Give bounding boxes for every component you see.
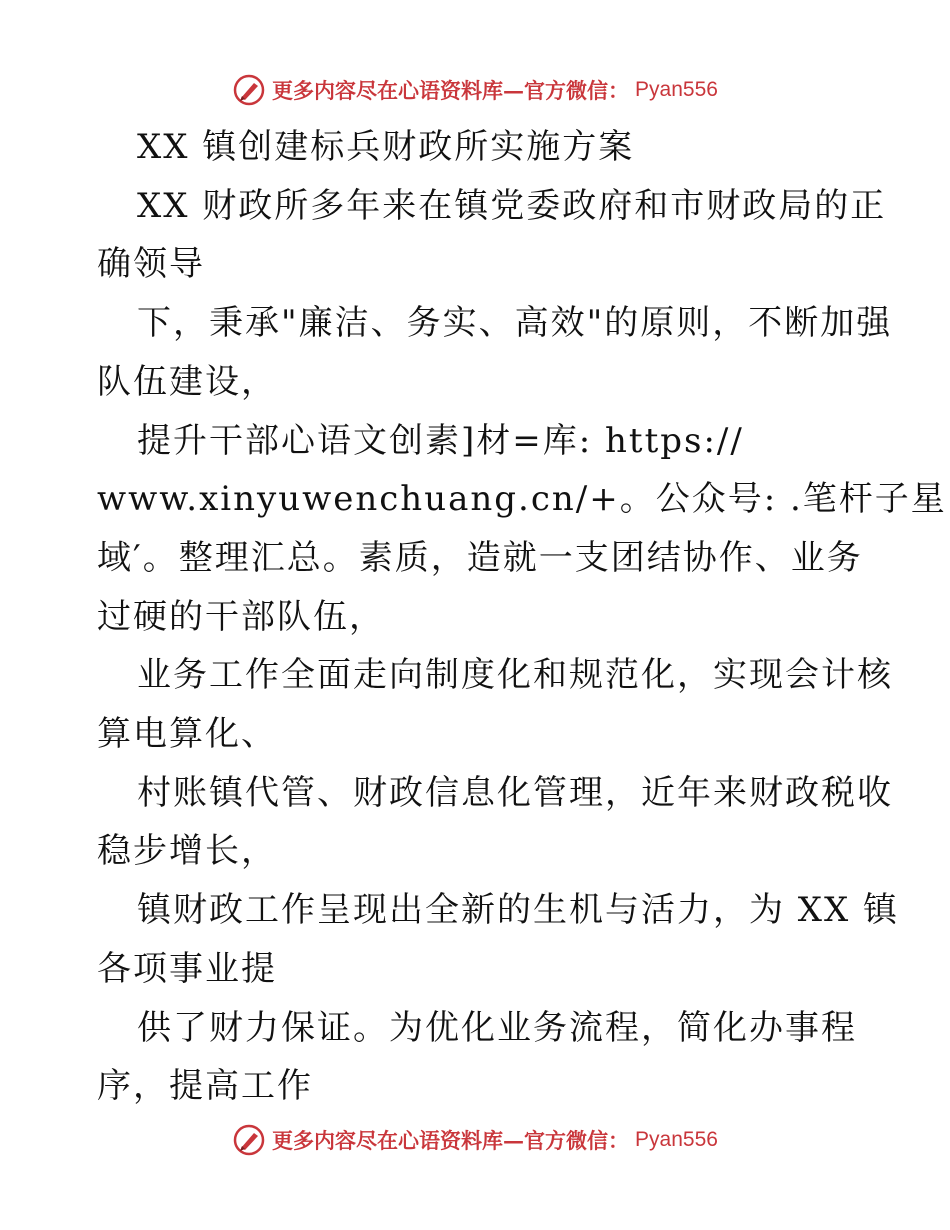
document-line: 村账镇代管、财政信息化管理，近年来财政税收 <box>137 772 893 813</box>
document-line: 各项事业提 <box>97 948 277 989</box>
document-line: 提升干部心语文创素]材=库: https:// <box>137 420 744 461</box>
document-line: 业务工作全面走向制度化和规范化，实现会计核 <box>137 655 893 696</box>
footer-banner <box>0 1120 950 1160</box>
banner-handle: Pyan556 <box>635 78 718 101</box>
header-banner <box>0 70 950 110</box>
quill-pen-logo-icon <box>232 73 266 107</box>
document-line: 镇财政工作呈现出全新的生机与活力，为 XX 镇 <box>137 890 900 931</box>
document-line: 供了财力保证。为优化业务流程，简化办事程 <box>137 1007 857 1048</box>
document-line: 序，提高工作 <box>97 1066 313 1107</box>
banner-text: 更多内容尽在心语资料库—官方微信： <box>272 78 630 103</box>
document-line: www.xinyuwenchuang.cn/+。公众号: .笔杆子星 <box>97 479 947 520</box>
document-line: 稳步增长， <box>97 831 277 872</box>
document-body <box>97 118 947 1116</box>
banner-handle: Pyan556 <box>635 1128 718 1151</box>
document-line: 确领导 <box>97 244 205 285</box>
document-line: 域′。整理汇总。素质，造就一支团结协作、业务 <box>97 537 863 578</box>
document-line: XX 镇创建标兵财政所实施方案 <box>137 127 635 167</box>
document-line: 队伍建设， <box>97 361 277 402</box>
document-line: 过硬的干部队伍， <box>97 596 385 637</box>
quill-pen-logo-icon <box>232 1123 266 1157</box>
document-line: XX 财政所多年来在镇党委政府和市财政局的正 <box>137 185 887 226</box>
banner-text: 更多内容尽在心语资料库—官方微信： <box>272 1128 630 1153</box>
document-line: 下，秉承"廉洁、务实、高效"的原则，不断加强 <box>137 303 893 344</box>
document-line: 算电算化、 <box>97 714 277 755</box>
